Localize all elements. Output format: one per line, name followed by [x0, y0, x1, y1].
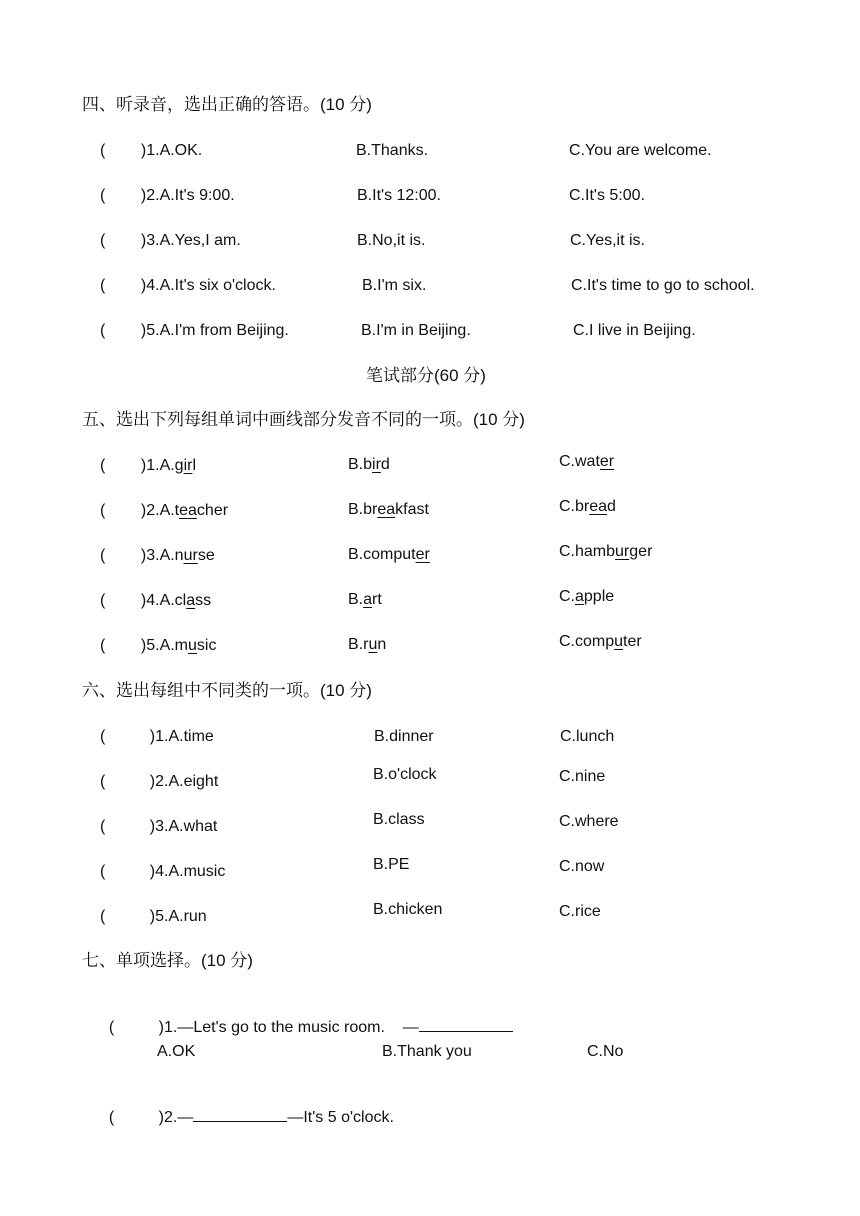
s5-q1-a-underlined: ir: [183, 457, 193, 474]
s5-q1-c-underlined: er: [599, 453, 615, 470]
s4-q3-a: ( )3.A.Yes,I am.: [100, 232, 241, 249]
s5-q1-c-pre: C.wat: [559, 453, 600, 470]
s5-q4-c-post: pple: [583, 588, 615, 605]
s4-q1-c: C.You are welcome.: [569, 142, 712, 159]
s5-q2-paren: ( )2.: [100, 502, 160, 519]
s4-q5-b: B.I'm in Beijing.: [361, 322, 471, 339]
section-5-title: 五、选出下列每组单词中画线部分发音不同的一项。(10 分): [82, 410, 525, 429]
s5-q4-b-post: rt: [372, 591, 382, 608]
s5-q3-b-pre: B.comput: [348, 546, 416, 563]
s5-q3-c-pre: C.hamb: [559, 543, 616, 560]
s5-q2-b: [348, 500, 429, 520]
s4-q4-c: C.It's time to go to school.: [571, 277, 755, 294]
s7-q2: [100, 1087, 394, 1128]
s5-q5-b-pre: B.r: [348, 636, 369, 653]
s6-q5-b: B.chicken: [373, 901, 443, 918]
s4-q2-c: C.It's 5:00.: [569, 187, 645, 204]
s5-q1-a-pre: A.g: [159, 457, 184, 474]
s5-q1-c: [559, 452, 614, 472]
s5-q2-a-underlined: ea: [179, 502, 197, 519]
s4-q3-b: B.No,it is.: [357, 232, 426, 249]
s5-q1-b-post: d: [380, 456, 390, 473]
s5-q5-paren: ( )5.: [100, 637, 160, 654]
s4-q5-a: ( )5.A.I'm from Beijing.: [100, 322, 289, 339]
s5-q4-a-underlined: a: [186, 592, 196, 609]
s6-q3-c: C.where: [559, 813, 619, 830]
s4-q3-c: C.Yes,it is.: [570, 232, 645, 249]
s7-q2-prefix: ( )2.—: [108, 1109, 194, 1126]
s4-q2-a: ( )2.A.It's 9:00.: [100, 187, 235, 204]
s5-q4-paren: ( )4.: [100, 592, 160, 609]
s5-q5-c: [559, 632, 642, 652]
s5-q5-c-pre: C.comp: [559, 633, 615, 650]
s5-q4-a: [100, 591, 211, 611]
s5-q5-c-underlined: u: [614, 633, 624, 650]
s5-q3-c-post: ger: [629, 543, 653, 560]
s5-q5-b-post: n: [377, 636, 387, 653]
s7-q2-suffix: —It's 5 o'clock.: [287, 1109, 394, 1126]
s5-q4-a-post: ss: [195, 592, 212, 609]
section-6-title: 六、选出每组中不同类的一项。(10 分): [82, 681, 372, 700]
s5-q3-b-underlined: er: [415, 546, 430, 563]
written-part-heading: 笔试部分(60 分): [366, 366, 486, 385]
s5-q3-b: [348, 545, 430, 565]
section-4-title: 四、听录音，选出正确的答语。(10 分): [82, 95, 372, 114]
s6-q2-c: C.nine: [559, 768, 606, 785]
s6-q4-a: ( )4.A.music: [100, 863, 226, 880]
s7-q1: [100, 997, 513, 1038]
s5-q2-c: [559, 497, 616, 517]
answer-blank: [193, 1107, 287, 1122]
s5-q5-a: [100, 636, 216, 656]
s6-q2-b: B.o'clock: [373, 766, 437, 783]
s5-q4-b: [348, 590, 382, 610]
s6-q5-c: C.rice: [559, 903, 601, 920]
s4-q4-b: B.I'm six.: [362, 277, 427, 294]
s5-q5-b: [348, 635, 386, 655]
s5-q3-a-underlined: ur: [183, 547, 198, 564]
s5-q1-paren: ( )1.: [100, 457, 160, 474]
s5-q2-a-pre: A.t: [159, 502, 180, 519]
s6-q1-a: ( )1.A.time: [100, 728, 214, 745]
s6-q5-a: ( )5.A.run: [100, 908, 207, 925]
s5-q4-c: [559, 587, 614, 607]
s5-q4-b-pre: B.: [348, 591, 364, 608]
s5-q3-c-underlined: ur: [615, 543, 630, 560]
s4-q5-c: C.I live in Beijing.: [573, 322, 696, 339]
s5-q5-a-underlined: u: [188, 637, 197, 654]
s5-q2-c-underlined: ea: [589, 498, 608, 515]
s6-q3-a: ( )3.A.what: [100, 818, 218, 835]
s5-q3-a-pre: A.n: [159, 547, 184, 564]
s5-q1-b-pre: B.b: [348, 456, 373, 473]
s5-q4-c-pre: C.: [559, 588, 575, 605]
s7-q1-option-b: B.Thank you: [382, 1043, 472, 1060]
answer-blank: [419, 1017, 513, 1032]
s7-q1-option-a: A.OK: [157, 1043, 196, 1060]
s6-q1-b: B.dinner: [374, 728, 434, 745]
s5-q2-a-post: cher: [196, 502, 229, 519]
s5-q3-a: [100, 546, 215, 566]
s5-q1-b-underlined: ir: [372, 456, 381, 473]
s6-q4-b: B.PE: [373, 856, 410, 873]
s5-q4-c-underlined: a: [575, 588, 584, 605]
s6-q2-a: ( )2.A.eight: [100, 773, 219, 790]
s7-q1-text: ( )1.—Let's go to the music room. —: [108, 1019, 419, 1036]
s5-q2-b-underlined: ea: [377, 501, 396, 518]
s5-q5-a-post: sic: [196, 637, 217, 654]
s4-q4-a: ( )4.A.It's six o'clock.: [100, 277, 276, 294]
s5-q1-a: [100, 456, 196, 476]
section-7-title: 七、单项选择。(10 分): [82, 951, 253, 970]
s5-q4-a-pre: A.cl: [159, 592, 187, 609]
s6-q4-c: C.now: [559, 858, 605, 875]
s5-q4-b-underlined: a: [363, 591, 373, 608]
s7-q1-option-c: C.No: [587, 1043, 624, 1060]
s5-q5-c-post: ter: [623, 633, 642, 650]
s5-q2-a: [100, 501, 228, 521]
s5-q3-c: [559, 542, 652, 562]
s5-q3-paren: ( )3.: [100, 547, 160, 564]
s6-q1-c: C.lunch: [560, 728, 615, 745]
s5-q2-c-post: d: [607, 498, 616, 515]
s5-q1-b: [348, 455, 390, 475]
s5-q2-b-pre: B.br: [348, 501, 378, 518]
s6-q3-b: B.class: [373, 811, 425, 828]
s4-q2-b: B.It's 12:00.: [357, 187, 441, 204]
s4-q1-b: B.Thanks.: [356, 142, 429, 159]
s5-q5-a-pre: A.m: [159, 637, 189, 654]
s5-q2-b-post: kfast: [395, 501, 429, 518]
s4-q1-a: ( )1.A.OK.: [100, 142, 203, 159]
s5-q5-b-underlined: u: [368, 636, 378, 653]
s5-q3-a-post: se: [197, 547, 215, 564]
s5-q1-a-post: l: [192, 457, 197, 474]
s5-q2-c-pre: C.br: [559, 498, 590, 515]
